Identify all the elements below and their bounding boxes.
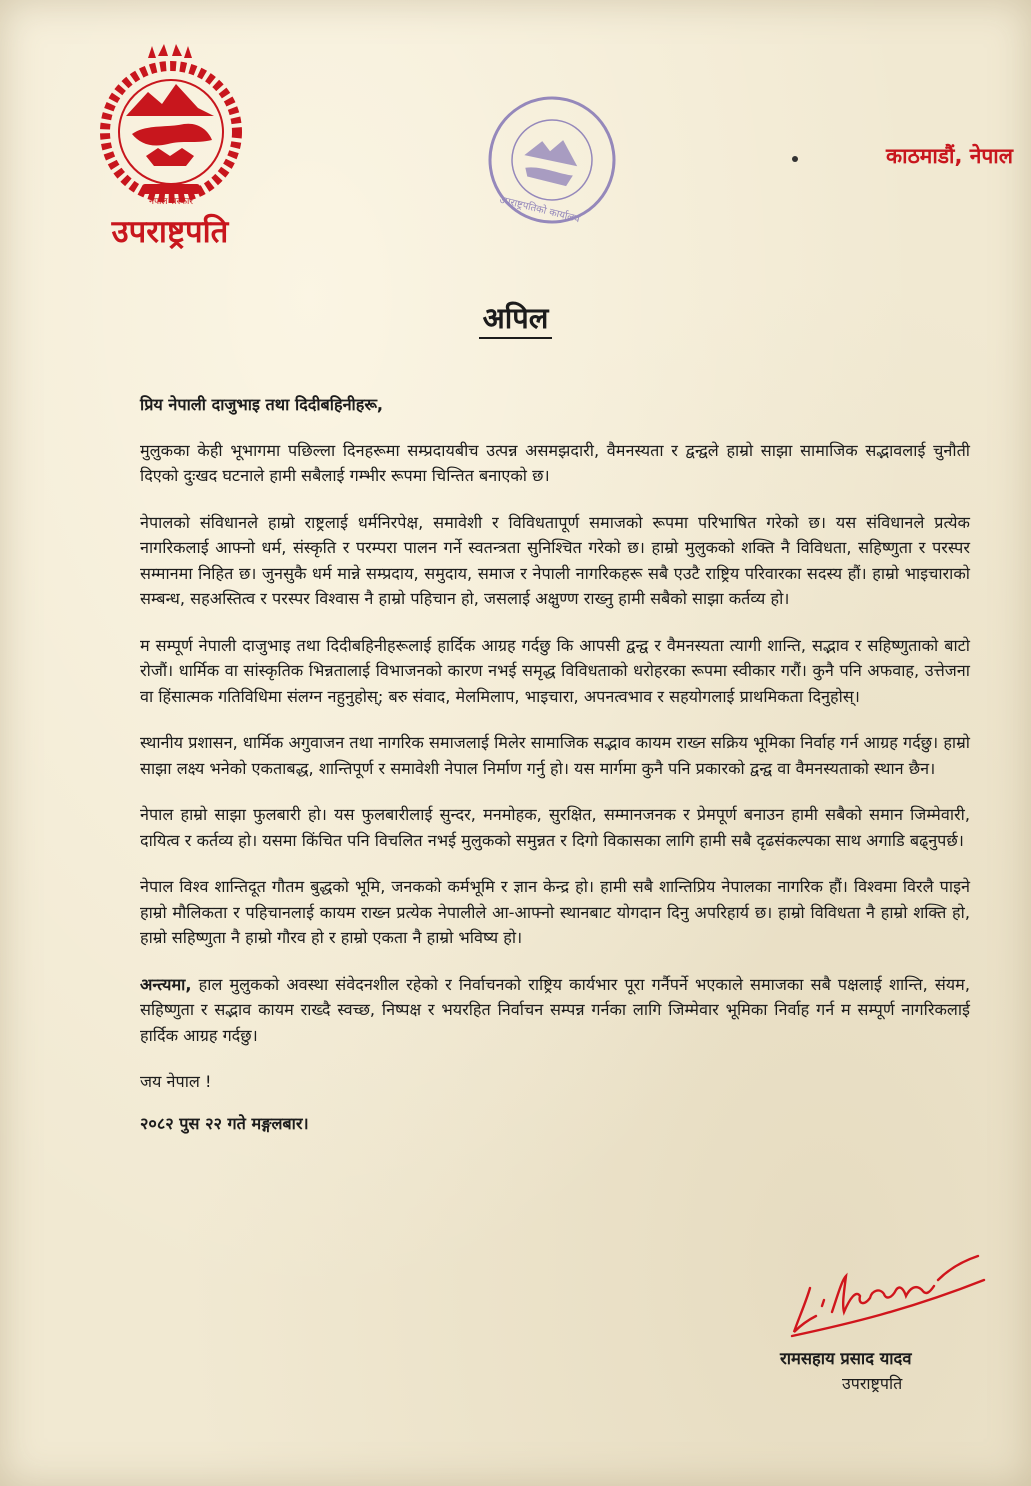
location-text: काठमाडौं, नेपाल	[886, 144, 1013, 168]
national-emblem-logo	[86, 44, 256, 214]
signer-designation: उपराष्ट्रपति	[842, 1374, 903, 1393]
letter-body	[140, 392, 970, 1136]
handwritten-signature	[788, 1240, 988, 1340]
final-text: हाल मुलुकको अवस्था संवेदनशील रहेको र निर्वाचनको राष्ट्रिय कार्यभार पूरा गर्नैपर्ने भएकाले समाजका सबै पक्षलाई शान्ति, संयम, सहिष्णुता र सद्भाव कायम राख्दै स्वच्छ, निष्पक्ष र भयरहित निर्वाचन सम्पन्न गर्नका लागि जिम्मेवार भूमिका निर्वाह गर्न म सम्पूर्ण नागरिकलाई हार्दिक आग्रह गर्दछु।	[140, 974, 970, 1045]
final-lead: अन्त्यमा,	[140, 974, 192, 994]
title-text: अपिल	[479, 301, 553, 339]
office-title: उपराष्ट्रपति	[111, 214, 229, 250]
office-seal-stamp	[467, 75, 637, 245]
paragraph: स्थानीय प्रशासन, धार्मिक अगुवाजन तथा नागरिक समाजलाई मिलेर सामाजिक सद्भाव कायम राख्न सक्रिय भूमिका निर्वाह गर्न आग्रह गर्दछु। हाम्रो साझा लक्ष्य भनेको एकताबद्ध, शान्तिपूर्ण र समावेशी नेपाल निर्माण गर्नु हो। यस मार्गमा कुनै पनि प्रकारको द्वन्द्व वा वैमनस्यताको स्थान छैन।	[140, 733, 970, 778]
svg-text:उपराष्ट्रपतिको कार्यालय: उपराष्ट्रपतिको कार्यालय	[498, 194, 581, 226]
paragraph: नेपालको संविधानले हाम्रो राष्ट्रलाई धर्मनिरपेक्ष, समावेशी र विविधतापूर्ण समाजको रूपमा परिभाषित गरेको छ। यस संविधानले प्रत्येक नागरिकलाई आफ्नो धर्म, संस्कृति र परम्परा पालन गर्ने स्वतन्त्रता सुनिश्चित गरेको छ। हाम्रो मुलुकको शक्ति नै विविधता, सहिष्णुता र परस्पर सम्मानमा निहित छ। जुनसुकै धर्म मान्ने सम्प्रदाय, समुदाय, समाज र नेपाली नागरिकहरू सबै एउटै राष्ट्रिय परिवारका सदस्य हौं। हाम्रो भाइचाराको सम्बन्ध, सहअस्तित्व र परस्पर विश्वास नै हाम्रो पहिचान हो, जसलाई अक्षुण्ण राख्नु हामी सबैको साझा कर्तव्य हो।	[140, 512, 970, 608]
ink-dot	[792, 156, 798, 162]
paragraph: नेपाल हाम्रो साझा फुलबारी हो। यस फुलबारीलाई सुन्दर, मनमोहक, सुरक्षित, सम्मानजनक र प्रेमपूर्ण बनाउन हामी सबैको समान जिम्मेवारी, दायित्व र कर्तव्य हो। यसमा किंचित पनि विचलित नभई मुलुकको समुन्नत र दिगो विकासका लागि हामी सबै दृढसंकल्पका साथ अगाडि बढ्नुपर्छ।	[140, 805, 970, 850]
paragraph: नेपाल विश्व शान्तिदूत गौतम बुद्धको भूमि, जनकको कर्मभूमि र ज्ञान केन्द्र हो। हामी सबै शान्तिप्रिय नेपालका नागरिक हौं। विश्वमा विरलै पाइने हाम्रो मौलिकता र पहिचानलाई कायम राख्न प्रत्येक नेपालीले आ-आफ्नो स्थानबाट योगदान दिनु अपरिहार्य छ। हाम्रो विविधता नै हाम्रो शक्ति हो, हाम्रो सहिष्णुता नै हाम्रो गौरव हो र हाम्रो एकता नै हाम्रो भविष्य हो।	[140, 877, 970, 947]
final-paragraph	[140, 972, 970, 1049]
closing-line: जय नेपाल !	[140, 1072, 212, 1091]
letter-date: २०८२ पुस २२ गते मङ्गलबार।	[140, 1113, 309, 1133]
signer-name: रामसहाय प्रसाद यादव	[780, 1349, 912, 1368]
svg-text:नेपाल सरकार: नेपाल सरकार	[148, 197, 194, 207]
salutation: प्रिय नेपाली दाजुभाइ तथा दिदीबहिनीहरू,	[140, 395, 384, 414]
paragraph: मुलुकका केही भूभागमा पछिल्ला दिनहरूमा सम्प्रदायबीच उत्पन्न असमझदारी, वैमनस्यता र द्वन्द्वले हाम्रो साझा सामाजिक सद्भावलाई चुनौती दिएको दुःखद घटनाले हामी सबैलाई गम्भीर रूपमा चिन्तित बनाएको छ।	[140, 440, 970, 485]
letter-title	[0, 298, 1031, 337]
paragraph: म सम्पूर्ण नेपाली दाजुभाइ तथा दिदीबहिनीहरूलाई हार्दिक आग्रह गर्दछु कि आपसी द्वन्द्व र वैमनस्यता त्यागी शान्ति, सद्भाव र सहिष्णुताको बाटो रोजौं। धार्मिक वा सांस्कृतिक भिन्नतालाई विभाजनको कारण नभई समृद्ध विविधताको धरोहरका रूपमा स्वीकार गरौं। कुनै पनि अफवाह, उत्तेजना वा हिंसात्मक गतिविधिमा संलग्न नहुनुहोस्; बरु संवाद, मेलमिलाप, भाइचारा, अपनत्वभाव र सहयोगलाई प्राथमिकता दिनुहोस्।	[140, 635, 970, 706]
